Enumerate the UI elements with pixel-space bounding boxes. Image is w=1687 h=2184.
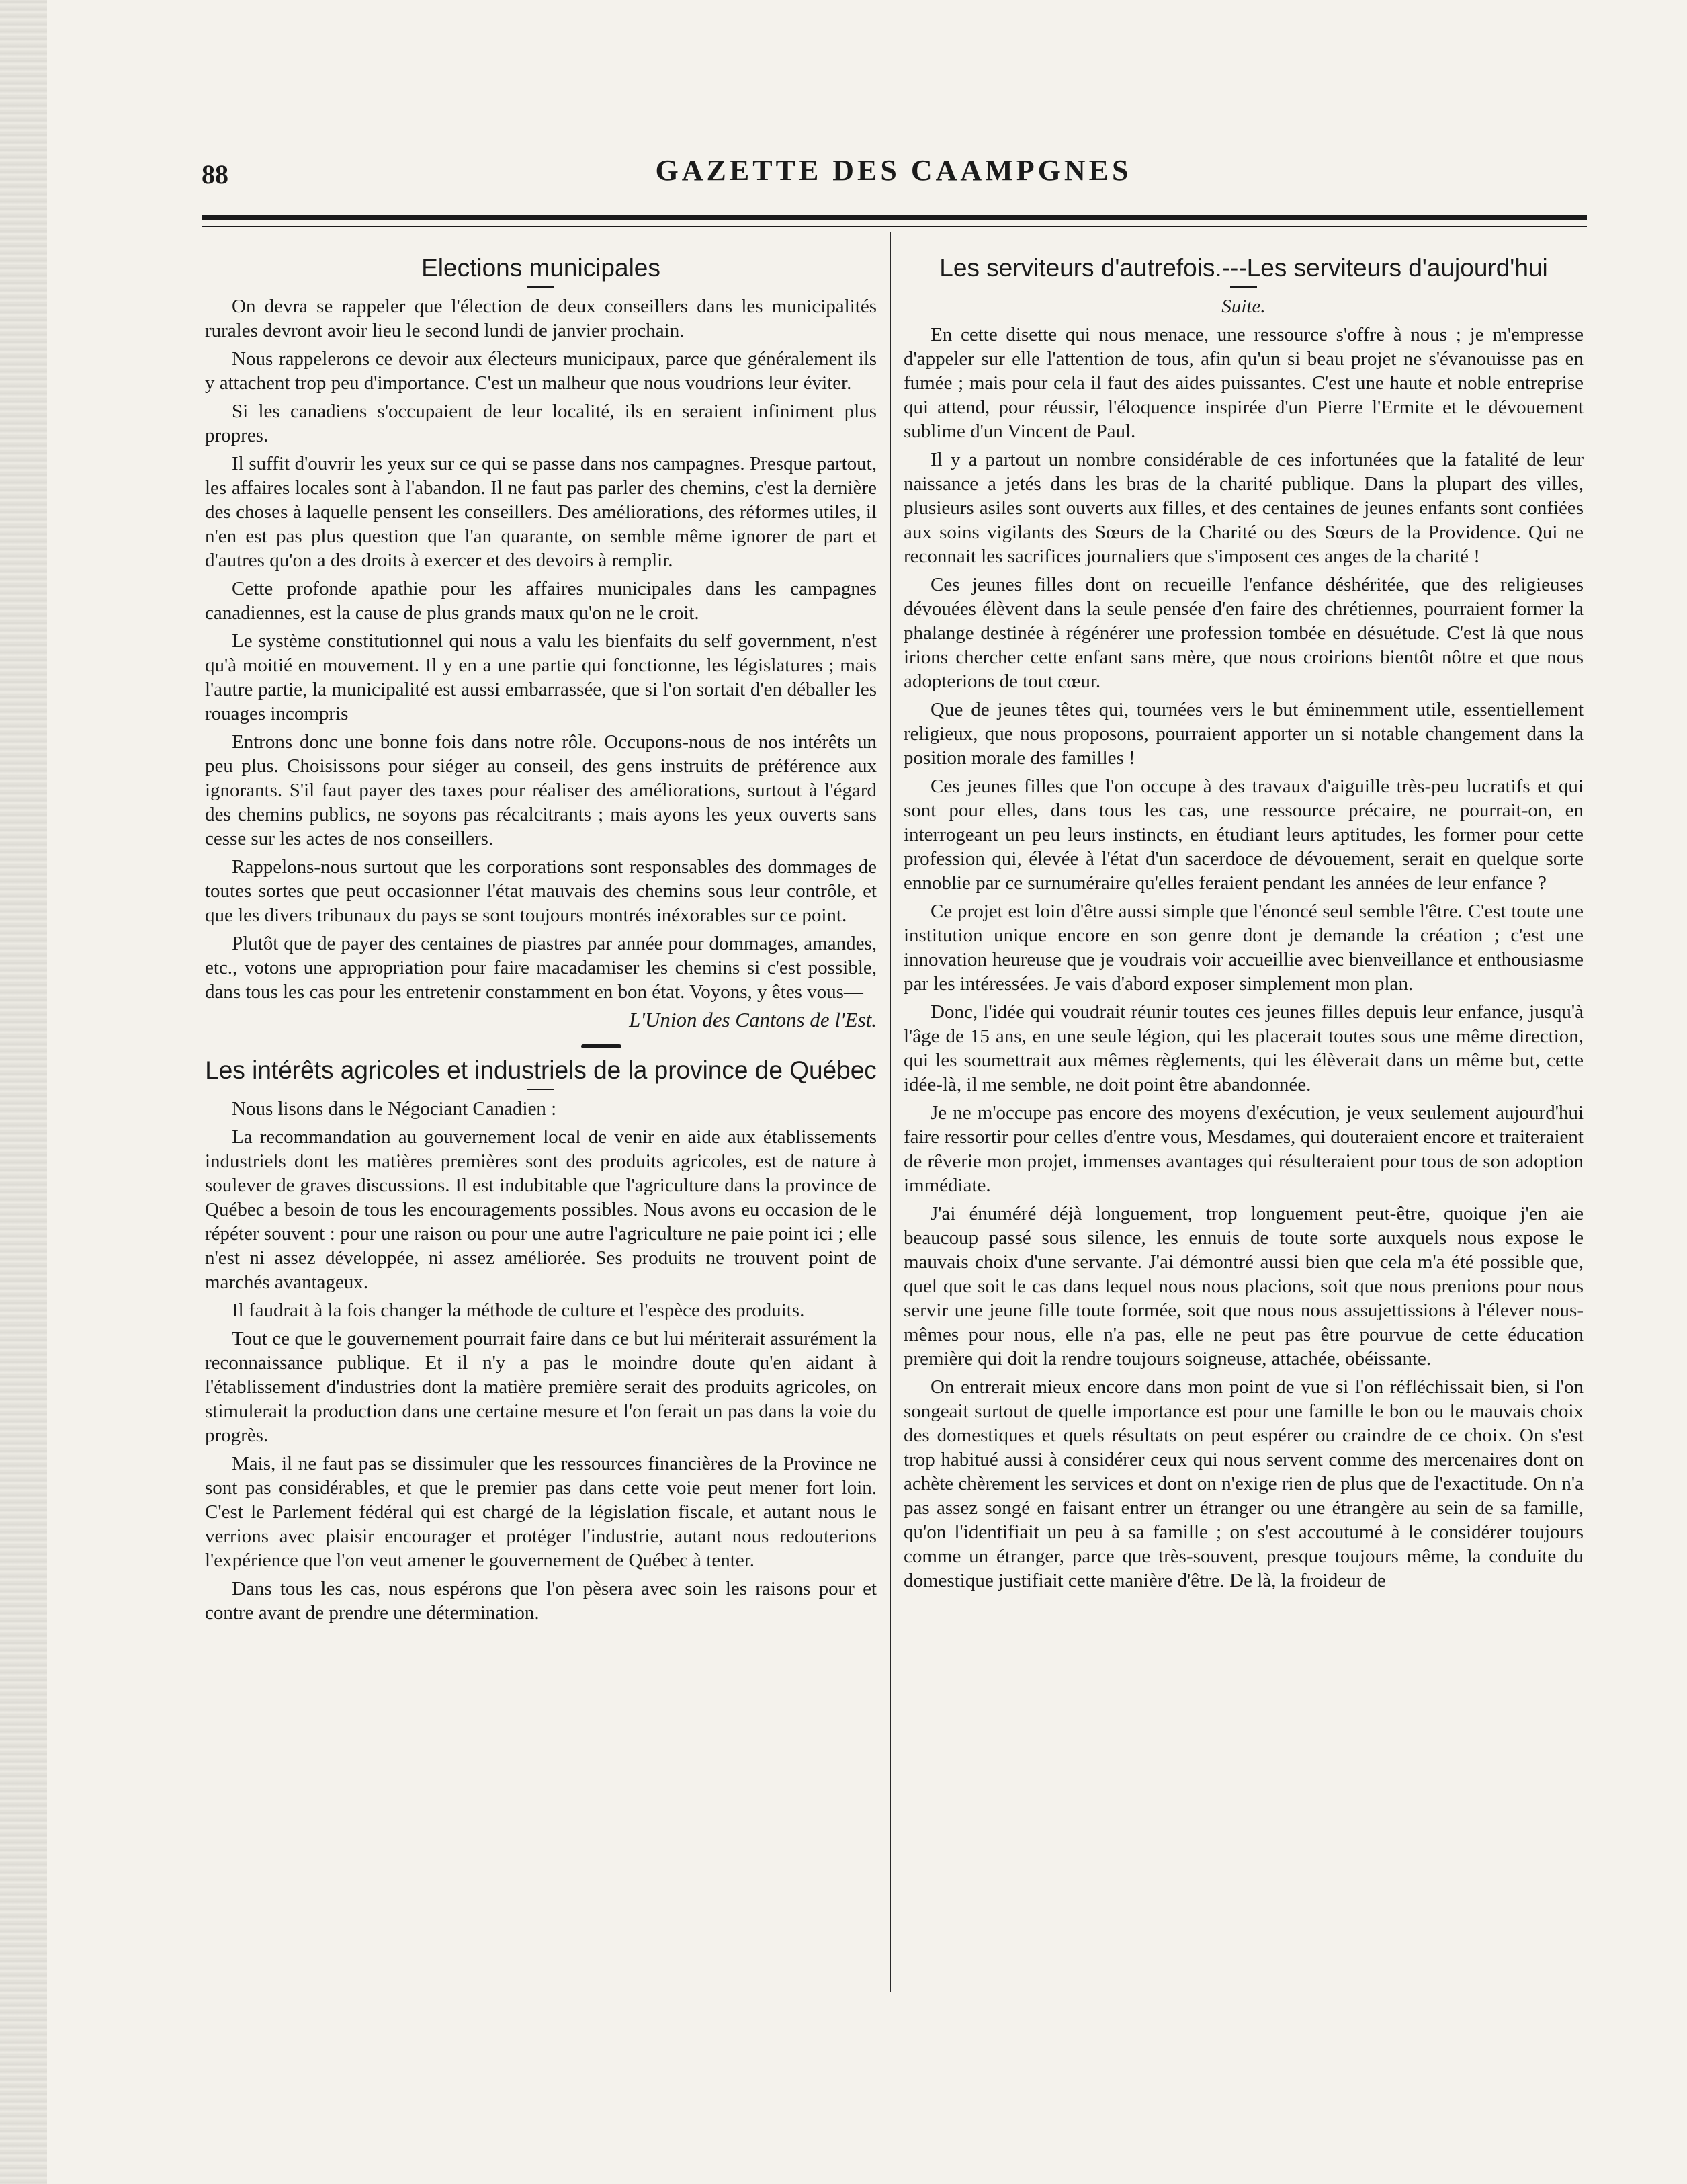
paragraph: Nous lisons dans le Négociant Canadien : (232, 1098, 557, 1120)
paragraph: Que de jeunes têtes qui, tournées vers le but éminemment utile, essentiellement religieux, que nous proposons, pourraient apporter un si notable changement dans la position morale des familles ! (904, 699, 1584, 769)
paragraph: Entrons donc une bonne fois dans notre rôle. Occupons-nous de nos intérêts un peu plus. Choisissons pour siéger au conseil, des gens instruits de préférence aux ignorants. S'il faut payer des taxes pour réaliser des améliorations, surtout à l'égard des chemins publics, ne soyons pas récalcitrants ; mais ayons les yeux ouverts sans cesse sur les actes de nos conseillers. (205, 731, 877, 849)
scan-edge-noise (0, 0, 47, 2184)
left-column (205, 250, 877, 2004)
paragraph: Il faudrait à la fois changer la méthode de culture et l'espèce des produits. (232, 1300, 805, 1321)
paragraph: Il y a partout un nombre considérable de ces infortunées que la fatalité de leur naissance a jetés dans les bras de la charité publique. Dans la plupart des villes, plusieurs asiles sont ouverts aux filles, et des centaines de jeunes enfants sont confiées aux soins vigilants des Sœurs de la Charité ou des Sœurs de la Providence. Qui ne reconnait les sacrifices journaliers que s'imposent ces anges de la charité ! (904, 449, 1584, 567)
paragraph: Nous rappelerons ce devoir aux électeurs municipaux, parce que généralement ils y attachent trop peu d'importance. C'est un malheur que nous voudrions leur éviter. (205, 348, 877, 394)
paragraph: Plutôt que de payer des centaines de piastres par année pour dommages, amandes, etc., votons une appropriation pour faire macadamiser les chemins si c'est possible, dans tous les cas pour les entretenir constamment en bon état. Voyons, y êtes vous— (205, 933, 877, 1003)
paragraph: En cette disette qui nous menace, une ressource s'offre à nous ; je m'empresse d'appeler sur elle l'attention de tous, afin qu'un si beau projet ne s'évanouisse pas en fumée ; mais pour cela il faut des aides puissantes. C'est une haute et noble entreprise qui attend, pour réussir, l'éloquence inspirée d'un Pierre l'Ermite et le dévouement sublime d'un Vincent de Paul. (904, 324, 1584, 442)
title-dash (1230, 286, 1257, 288)
end-mark (581, 1044, 621, 1048)
article-title-interets: Les intérêts agricoles et industriels de la province de Québec (205, 1056, 877, 1084)
paragraph: On devra se rappeler que l'élection de deux conseillers dans les municipalités rurales devront avoir lieu le second lundi de janvier prochain. (205, 296, 877, 341)
header-rule-thin (202, 226, 1587, 227)
paragraph: J'ai énuméré déjà longuement, trop longuement peut-être, quoique j'en aie beaucoup passé sous silence, les ennuis de toute sorte auxquels nous expose le mauvais choix d'une servante. J'ai démontré aussi bien que cela m'a été possible que, quel que soit le cas dans lequel nous nous placions, soit que nous prenions pour nous servir une jeune fille toute formée, soit que nous nous assujettissions à l'élever nous-mêmes pour nous, elle n'a pas, elle ne peut pas être pourvue de cette éducation première qui doit la rendre toujours soigneuse, attachée, obéissante. (904, 1203, 1584, 1370)
paragraph: Ces jeunes filles dont on recueille l'enfance déshéritée, que des religieuses dévouées élèvent dans la seule pensée d'en faire des chrétiennes, pourraient former la phalange destinée à régénérer une profession tombée en désuétude. C'est là que nous irions chercher cette enfant sans mère, que nous croirions bientôt nôtre et que nous adopterions de tout cœur. (904, 574, 1584, 692)
attribution: L'Union des Cantons de l'Est. (629, 1008, 877, 1032)
header-rule-thick (202, 215, 1587, 220)
paragraph: Je ne m'occupe pas encore des moyens d'exécution, je veux seulement aujourd'hui faire ressortir pour celles d'entre vous, Mesdames, qui douteraient encore et traiteraient de rêverie mon projet, immenses avantages qui résulteraient pour tous de son adoption immédiate. (904, 1102, 1584, 1196)
paragraph: Dans tous les cas, nous espérons que l'on pèsera avec soin les raisons pour et contre avant de prendre une détermination. (205, 1578, 877, 1624)
paragraph: On entrerait mieux encore dans mon point de vue si l'on réfléchissait bien, si l'on songeait surtout de quelle importance est pour une famille le bon ou le mauvais choix des domestiques et quels résultats on peut espérer ou craindre de ce choix. On s'est trop habitué aussi à considérer ceux qui nous servent comme des mercenaires dont on achète chèrement les services et dont on n'exige rien de plus que de l'exactitude. On n'a pas assez songé en faisant entrer un étranger ou une étrangère au sein de sa famille, qu'on l'identifiait un peu à sa famille ; on s'est accoutumé à le considérer toujours comme un étranger, parce que très-souvent, presque toujours même, la conduite du domestique justifiait cette manière d'être. De là, la froideur de (904, 1376, 1584, 1591)
title-dash (527, 1089, 554, 1090)
paragraph: Donc, l'idée qui voudrait réunir toutes ces jeunes filles depuis leur enfance, jusqu'à l'âge de 15 ans, en une seule légion, qui les placerait toutes sous une même direction, qui les soumettrait aux mêmes règlements, qui les élèverait dans un même but, cette idée-là, il me semble, ne doit point être abandonnée. (904, 1001, 1584, 1095)
page-header (202, 153, 1586, 200)
paragraph: Ce projet est loin d'être aussi simple que l'énoncé seul semble l'être. C'est toute une institution unique encore en son genre dont je demande la création ; c'est une innovation heureuse que je voudrais voir accueillie avec bienveillance et enthousiasme par les intéressées. Je vais d'abord exposer simplement mon plan. (904, 900, 1584, 995)
article-title-serviteurs: Les serviteurs d'autrefois.---Les serviteurs d'aujourd'hui (939, 254, 1548, 282)
title-dash (527, 286, 554, 288)
paragraph: Il suffit d'ouvrir les yeux sur ce qui se passe dans nos campagnes. Presque partout, les affaires locales sont à l'abandon. Il ne faut pas parler des chemins, c'est la dernière des choses à laquelle pensent les conseillers. Des améliorations, des réformes utiles, il n'en est pas plus question que l'an quarante, on semble même ignorer de part et d'autres qu'on a des droits à exercer et des devoirs à remplir. (205, 453, 877, 571)
paragraph: Cette profonde apathie pour les affaires municipales dans les campagnes canadiennes, est la cause de plus grands maux qu'on ne le croit. (205, 578, 877, 624)
article-title-elections: Elections municipales (421, 254, 660, 282)
masthead-title: GAZETTE DES CAAMPGNES (655, 154, 1132, 187)
paragraph: Ces jeunes filles que l'on occupe à des travaux d'aiguille très-peu lucratifs et qui sont pour elles, dans tous les cas, une ressource précaire, ne pourrait-on, en interrogeant un peu leurs instincts, en étudiant leurs aptitudes, les former pour cette profession qui, élevée à l'état d'un sacerdoce de dévouement, serait en quelque sorte ennoblie par ce surnuméraire qu'elles feraient pendant les années de leur enfance ? (904, 775, 1584, 894)
page-number: 88 (202, 159, 228, 190)
column-divider (890, 232, 891, 1992)
paragraph: Mais, il ne faut pas se dissimuler que les ressources financières de la Province ne sont pas considérables, et que le premier pas dans cette voie peut mener fort loin. C'est le Parlement fédéral qui est chargé de la législation fiscale, et autant nous le verrions avec plaisir encourager et protéger l'industrie, autant nous redouterions l'expérience que l'on veut amener le gouvernement de Québec à tenter. (205, 1453, 877, 1571)
right-column (904, 250, 1584, 2004)
paragraph: Si les canadiens s'occupaient de leur localité, ils en seraient infiniment plus propres. (205, 401, 877, 446)
paragraph: Rappelons-nous surtout que les corporations sont responsables des dommages de toutes sortes que peut occasionner l'état mauvais des chemins sous leur contrôle, et que les divers tribunaux du pays se sont toujours montrés inéxorables sur ce point. (205, 856, 877, 926)
paragraph: Le système constitutionnel qui nous a valu les bienfaits du self government, n'est qu'à moitié en mouvement. Il y en a une partie qui fonctionne, les législatures ; mais l'autre partie, la municipalité est aussi embarrassée, que si l'on sortait d'en déballer les rouages incompris (205, 630, 877, 724)
paragraph: Tout ce que le gouvernement pourrait faire dans ce but lui mériterait assurément la reconnaissance publique. Et il n'y a pas le moindre doute qu'en aidant à l'établissement d'industries dont la matière première serait des produits agricoles, on stimulerait la production dans une certaine mesure et l'on ferait un pas dans la voie du progrès. (205, 1328, 877, 1446)
continuation-label: Suite. (1221, 296, 1266, 317)
paragraph: La recommandation au gouvernement local de venir en aide aux établissements industriels dont les matières premières sont des produits agricoles, est de nature à soulever de graves discussions. Il est indubitable que l'agriculture dans la province de Québec a besoin de tous les encouragements possibles. Nous avons eu occasion de le répéter souvent : pour une raison ou pour une autre l'agriculture ne paie point ici ; elle n'est ni assez développée, ni assez améliorée. Ses produits ne trouvent point de marchés avantageux. (205, 1126, 877, 1293)
